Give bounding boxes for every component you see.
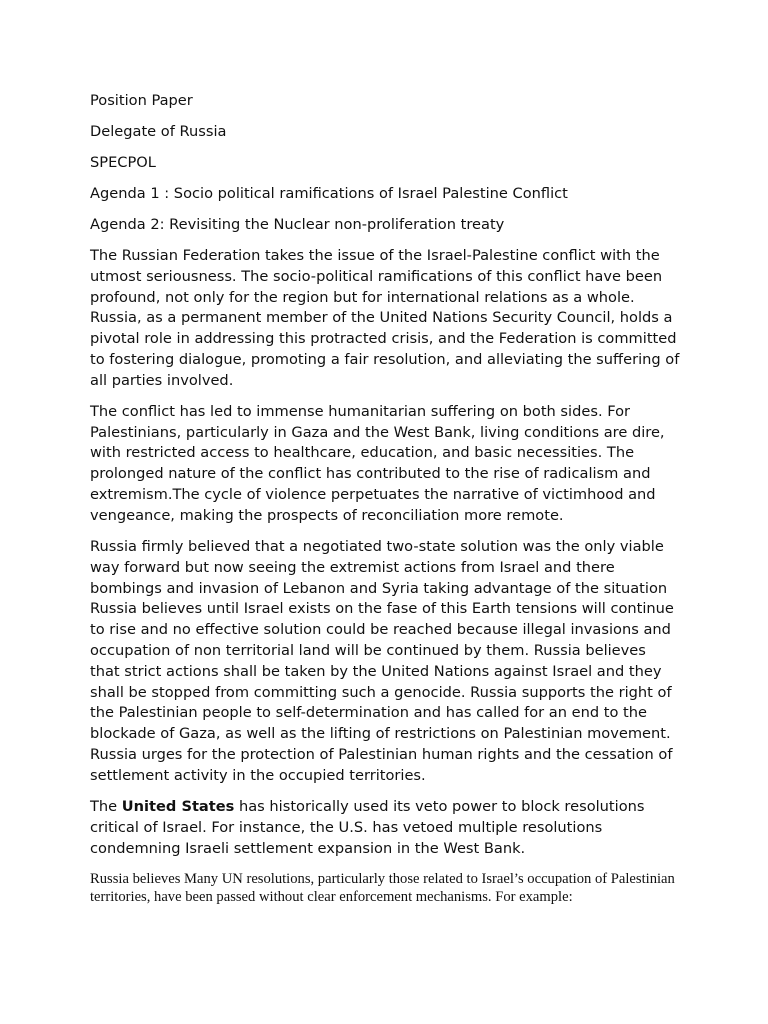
committee-line: SPECPOL	[90, 153, 156, 171]
us-veto-post: has historically used its veto power to block resolutions critical of Israel. For instance, the U.S. has vetoed multiple resolutions condemning Israeli settlement expansion in the West Bank.	[90, 798, 645, 857]
paragraph-us-veto	[90, 797, 680, 859]
paragraph-humanitarian: The conflict has led to immense humanitarian suffering on both sides. For Palestinians, particularly in Gaza and the West Bank, living conditions are dire, with restricted access to healthcare, education, and basic necessities. The prolonged nature of the conflict has contributed to the rise of radicalism and extremism.The cycle of violence perpetuates the narrative of victimhood and vengeance, making the prospects of reconciliation more remote.	[90, 402, 665, 524]
agenda-2: Agenda 2: Revisiting the Nuclear non-proliferation treaty	[90, 215, 505, 233]
us-veto-bold: United States	[121, 798, 235, 816]
paragraph-un-resolutions: Russia believes Many UN resolutions, particularly those related to Israel’s occupation of Palestinian territories, have been passed without clear enforcement mechanisms. For example:	[90, 870, 675, 906]
paragraph-intro: The Russian Federation takes the issue of the Israel-Palestine conflict with the utmost seriousness. The socio-political ramifications of this conflict have been profound, not only for the region but for international relations as a whole. Russia, as a permanent member of the United Nations Security Council, holds a pivotal role in addressing this protracted crisis, and the Federation is committed to fostering dialogue, promoting a fair resolution, and alleviating the suffering of all parties involved.	[90, 246, 680, 389]
agenda-1: Agenda 1 : Socio political ramifications of Israel Palestine Conflict	[90, 184, 568, 202]
us-veto-pre: The	[90, 798, 122, 816]
delegate-line: Delegate of Russia	[90, 122, 227, 140]
document-body	[90, 91, 680, 917]
paragraph-position: Russia firmly believed that a negotiated two-state solution was the only viable way forward but now seeing the extremist actions from Israel and there bombings and invasion of Lebanon and Syria taking advantage of the situation Russia believes until Israel exists on the fase of this Earth tensions will continue to rise and no effective solution could be reached because illegal invasions and occupation of non territorial land will be continued by them. Russia believes that strict actions shall be taken by the United Nations against Israel and they shall be stopped from committing such a genocide. Russia supports the right of the Palestinian people to self-determination and has called for an end to the blockade of Gaza, as well as the lifting of restrictions on Palestinian movement. Russia urges for the protection of Palestinian human rights and the cessation of settlement activity in the occupied territories.	[90, 538, 674, 784]
document-type: Position Paper	[90, 92, 193, 109]
